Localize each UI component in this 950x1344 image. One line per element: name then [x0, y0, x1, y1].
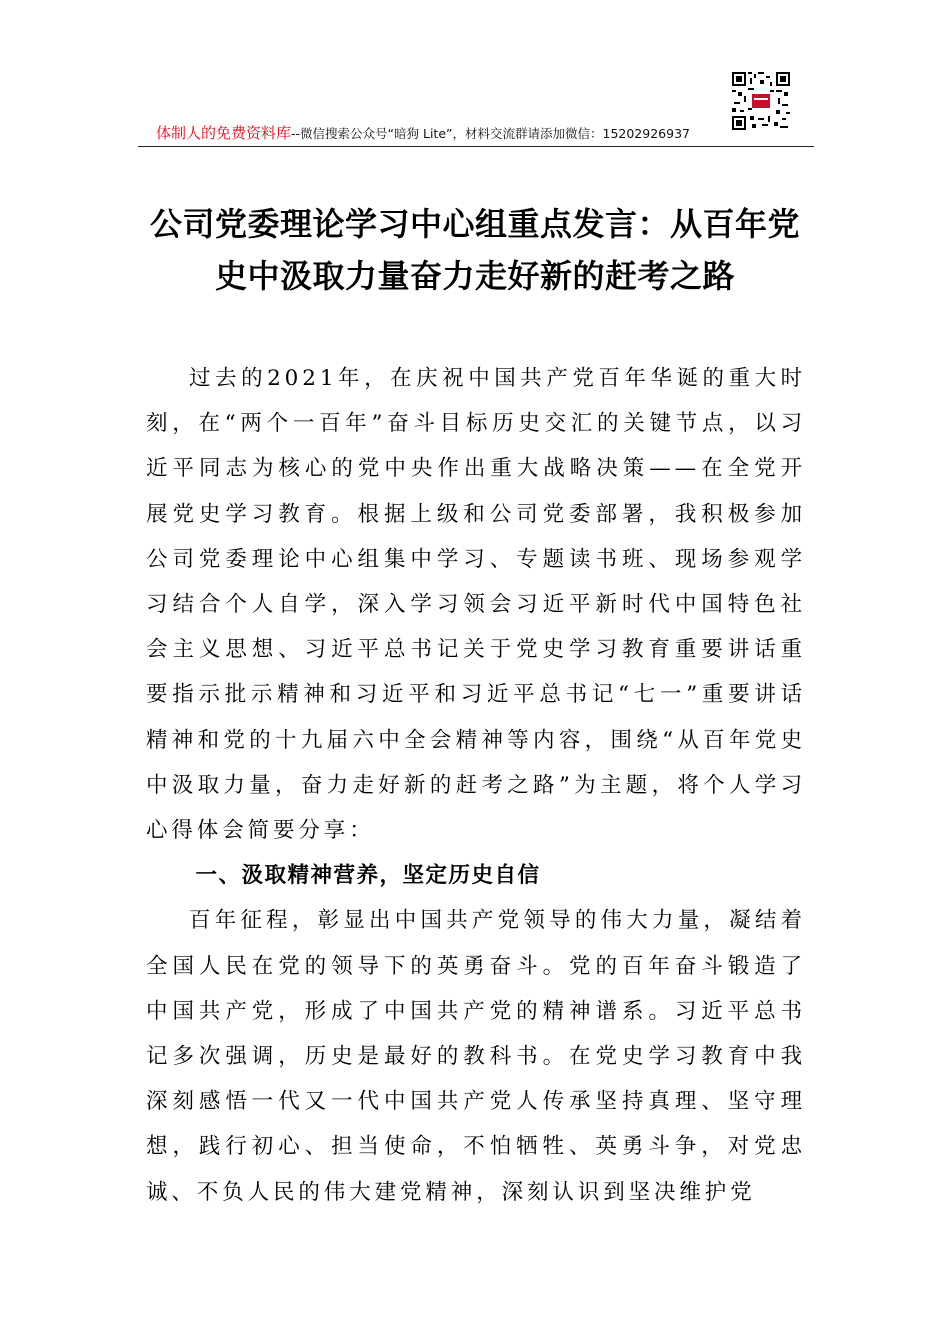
- section-heading: 一、汲取精神营养，坚定历史自信: [195, 863, 541, 889]
- header-note: --微信搜索公众号“暗狗 Lite”，材料交流群请添加微信：15202926937: [291, 126, 690, 141]
- section-paragraph: 百年征程，彰显出中国共产党领导的伟大力量，凝结着全国人民在党的领导下的英勇奋斗。党的百年奋斗锻造了中国共产党，形成了中国共产党的精神谱系。习近平总书记多次强调，历史是最好的教科书。在党史学习教育中我深刻感悟一代又一代中国共产党人传承坚持真理、坚守理想，践行初心、担当使命，不怕牺牲、英勇斗争，对党忠诚、不负人民的伟大建党精神，深刻认识到坚决维护党: [146, 908, 806, 1205]
- intro-paragraph: 过去的2021年，在庆祝中国共产党百年华诞的重大时刻，在“两个一百年”奋斗目标历史交汇的关键节点，以习近平同志为核心的党中央作出重大战略决策——在全党开展党史学习教育。根据上级和公司党委部署，我积极参加公司党委理论中心组集中学习、专题读书班、现场参观学习结合个人自学，深入学习领会习近平新时代中国特色社会主义思想、习近平总书记关于党史学习教育重要讲话重要指示批示精神和习近平和习近平总书记“七一”重要讲话精神和党的十九届六中全会精神等内容，围绕“从百年党史中汲取力量，奋力走好新的赶考之路”为主题，将个人学习心得体会简要分享：: [146, 366, 806, 844]
- qr-code-icon: [732, 72, 790, 130]
- page-header: [138, 70, 814, 147]
- document-title: 公司党委理论学习中心组重点发言：从百年党史中汲取力量奋力走好新的赶考之路: [149, 205, 800, 295]
- brand-label: 体制人的免费资料库: [156, 124, 292, 142]
- header-line: [156, 122, 690, 143]
- document-body: [146, 356, 806, 1215]
